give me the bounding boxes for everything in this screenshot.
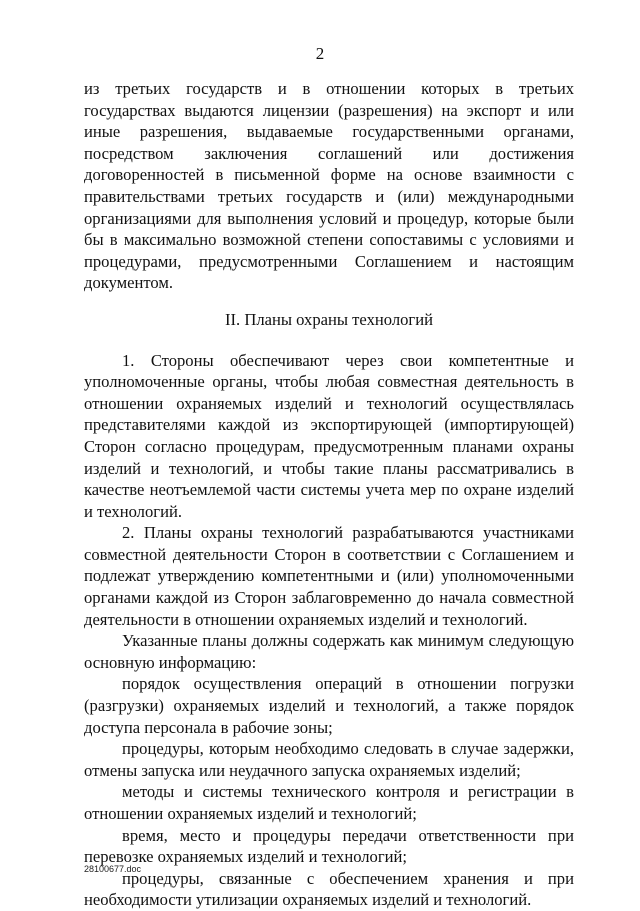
- paragraph-2: 2. Планы охраны технологий разрабатываются участниками совместной деятельности Сторон в соответствии с Соглашением и подлежат утверждению компетентными и (или) уполномоченными органами каждой из Сторон заблаговременно до начала совместной деятельности в отношении охраняемых изделий и технологий.: [84, 523, 574, 629]
- paragraph-plans-intro: Указанные планы должны содержать как минимум следующую основную информацию:: [84, 631, 574, 672]
- document-filename: 28100677.doc: [84, 864, 142, 874]
- paragraph-continued: из третьих государств и в отношении которых в третьих государствах выдаются лицензии (разрешения) на экспорт и или иные разрешения, выдаваемые государственными органами, посредством заключения соглашений или достижения договоренностей в письменной форме на основе взаимности с правительствами третьих государств и (или) международными организациями для выполнения условий и процедур, которые были бы в максимально возможной степени сопоставимы с условиями и процедурами, предусмотренными Соглашением и настоящим документом.: [84, 79, 574, 293]
- list-item-loading: порядок осуществления операций в отношении погрузки (разгрузки) охраняемых изделий и технологий, а также порядок доступа персонала в рабочие зоны;: [84, 674, 574, 737]
- list-item-storage: процедуры, связанные с обеспечением хранения и при необходимости утилизации охраняемых изделий и технологий.: [84, 868, 574, 910]
- list-item-transfer: время, место и процедуры передачи ответственности при перевозке охраняемых изделий и технологий;: [84, 825, 574, 867]
- section-title: II. Планы охраны технологий: [225, 309, 433, 329]
- document-body: [84, 78, 574, 911]
- paragraph-1: 1. Стороны обеспечивают через свои компетентные и уполномоченные органы, чтобы любая совместная деятельность в отношении охраняемых изделий и технологий осуществлялась представителями каждой из экспортирующей (импортирующей) Сторон согласно процедурам, предусмотренным планами охраны изделий и технологий, и чтобы такие планы рассматривались в качестве неотъемлемой части системы учета мер по охране изделий и технологий.: [84, 350, 574, 521]
- page-number: 2: [315, 44, 325, 63]
- list-item-launch-delay: процедуры, которым необходимо следовать в случае задержки, отмены запуска или неудачного запуска охраняемых изделий;: [84, 739, 574, 780]
- list-item-control-methods: методы и системы технического контроля и регистрации в отношении охраняемых изделий и технологий;: [84, 782, 574, 823]
